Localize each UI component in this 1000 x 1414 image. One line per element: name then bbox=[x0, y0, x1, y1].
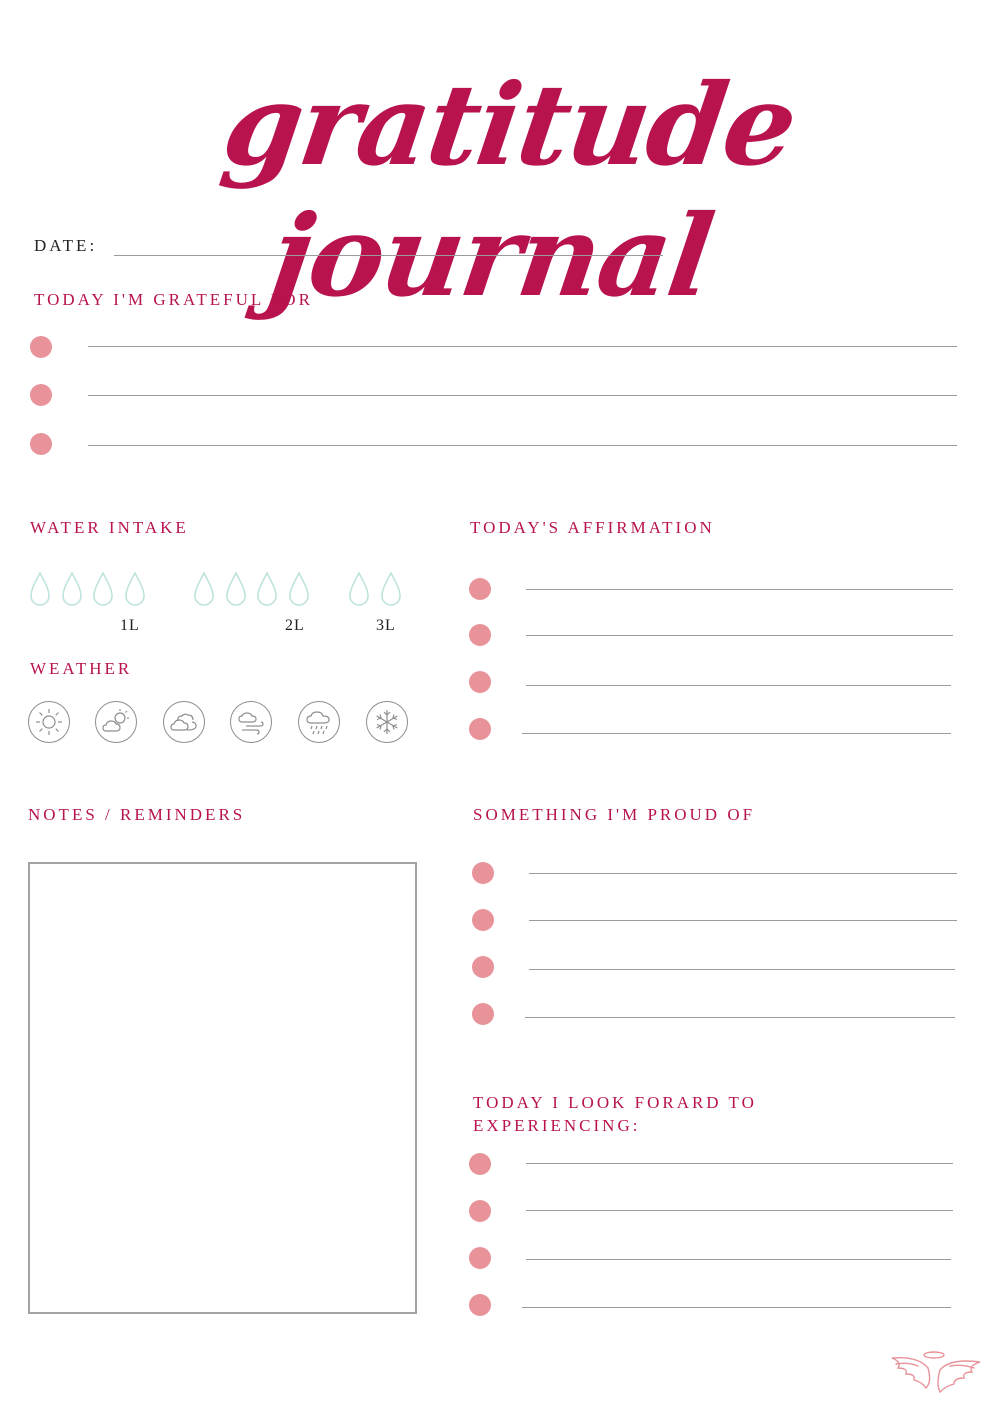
water-drop-icon bbox=[290, 573, 308, 605]
proud-line[interactable] bbox=[525, 1017, 955, 1018]
proud-line[interactable] bbox=[529, 969, 955, 970]
cloudy-icon[interactable] bbox=[163, 701, 205, 743]
forward-heading-line1: TODAY I LOOK FORARD TO bbox=[473, 1093, 757, 1112]
water-drop-icon bbox=[126, 573, 144, 605]
affirmation-line[interactable] bbox=[526, 635, 953, 636]
forward-bullet bbox=[469, 1153, 491, 1175]
water-drop-icon bbox=[63, 573, 81, 605]
proud-bullet bbox=[472, 956, 494, 978]
water-heading: WATER INTAKE bbox=[30, 518, 189, 537]
proud-bullet bbox=[472, 909, 494, 931]
water-drop-icon bbox=[382, 573, 400, 605]
grateful-bullet bbox=[30, 336, 52, 358]
grateful-bullet bbox=[30, 433, 52, 455]
proud-line[interactable] bbox=[529, 920, 957, 921]
proud-line[interactable] bbox=[529, 873, 957, 874]
water-drops bbox=[0, 572, 420, 608]
forward-bullet bbox=[469, 1247, 491, 1269]
affirmation-bullet bbox=[469, 718, 491, 740]
forward-bullet bbox=[469, 1294, 491, 1316]
water-drop-icon bbox=[94, 573, 112, 605]
forward-line[interactable] bbox=[526, 1163, 953, 1164]
water-drop-icon bbox=[258, 573, 276, 605]
page-title: gratitude journal bbox=[215, 60, 803, 322]
water-drop-icon bbox=[227, 573, 245, 605]
affirmation-line[interactable] bbox=[522, 733, 951, 734]
weather-heading: WEATHER bbox=[30, 659, 133, 678]
affirmation-bullet bbox=[469, 624, 491, 646]
water-drop-icon bbox=[195, 573, 213, 605]
rain-icon[interactable] bbox=[298, 701, 340, 743]
water-drop-icon bbox=[31, 573, 49, 605]
water-drop-icon bbox=[350, 573, 368, 605]
proud-heading: SOMETHING I'M PROUD OF bbox=[473, 805, 756, 824]
grateful-line[interactable] bbox=[88, 346, 957, 347]
affirmation-bullet bbox=[469, 671, 491, 693]
water-mark-3l: 3L bbox=[376, 617, 396, 634]
proud-bullet bbox=[472, 1003, 494, 1025]
affirmation-bullet bbox=[469, 578, 491, 600]
angel-wings-icon bbox=[888, 1348, 984, 1398]
affirmation-line[interactable] bbox=[526, 685, 951, 686]
notes-heading: NOTES / REMINDERS bbox=[28, 805, 246, 824]
forward-line[interactable] bbox=[522, 1307, 951, 1308]
notes-box[interactable] bbox=[28, 862, 417, 1314]
date-field[interactable] bbox=[114, 255, 663, 256]
windy-icon[interactable] bbox=[230, 701, 272, 743]
forward-line[interactable] bbox=[526, 1259, 951, 1260]
date-label: DATE: bbox=[34, 236, 98, 255]
water-mark-2l: 2L bbox=[285, 617, 305, 634]
snow-icon[interactable] bbox=[366, 701, 408, 743]
water-mark-1l: 1L bbox=[120, 617, 140, 634]
grateful-line[interactable] bbox=[88, 395, 957, 396]
sun-icon[interactable] bbox=[28, 701, 70, 743]
forward-line[interactable] bbox=[526, 1210, 953, 1211]
affirmation-heading: TODAY'S AFFIRMATION bbox=[470, 518, 715, 537]
grateful-bullet bbox=[30, 384, 52, 406]
grateful-heading: TODAY I'M GRATEFUL FOR bbox=[34, 290, 313, 309]
partly-cloudy-icon[interactable] bbox=[95, 701, 137, 743]
forward-bullet bbox=[469, 1200, 491, 1222]
grateful-line[interactable] bbox=[88, 445, 957, 446]
affirmation-line[interactable] bbox=[526, 589, 953, 590]
forward-heading-line2: EXPERIENCING: bbox=[473, 1116, 641, 1135]
proud-bullet bbox=[472, 862, 494, 884]
